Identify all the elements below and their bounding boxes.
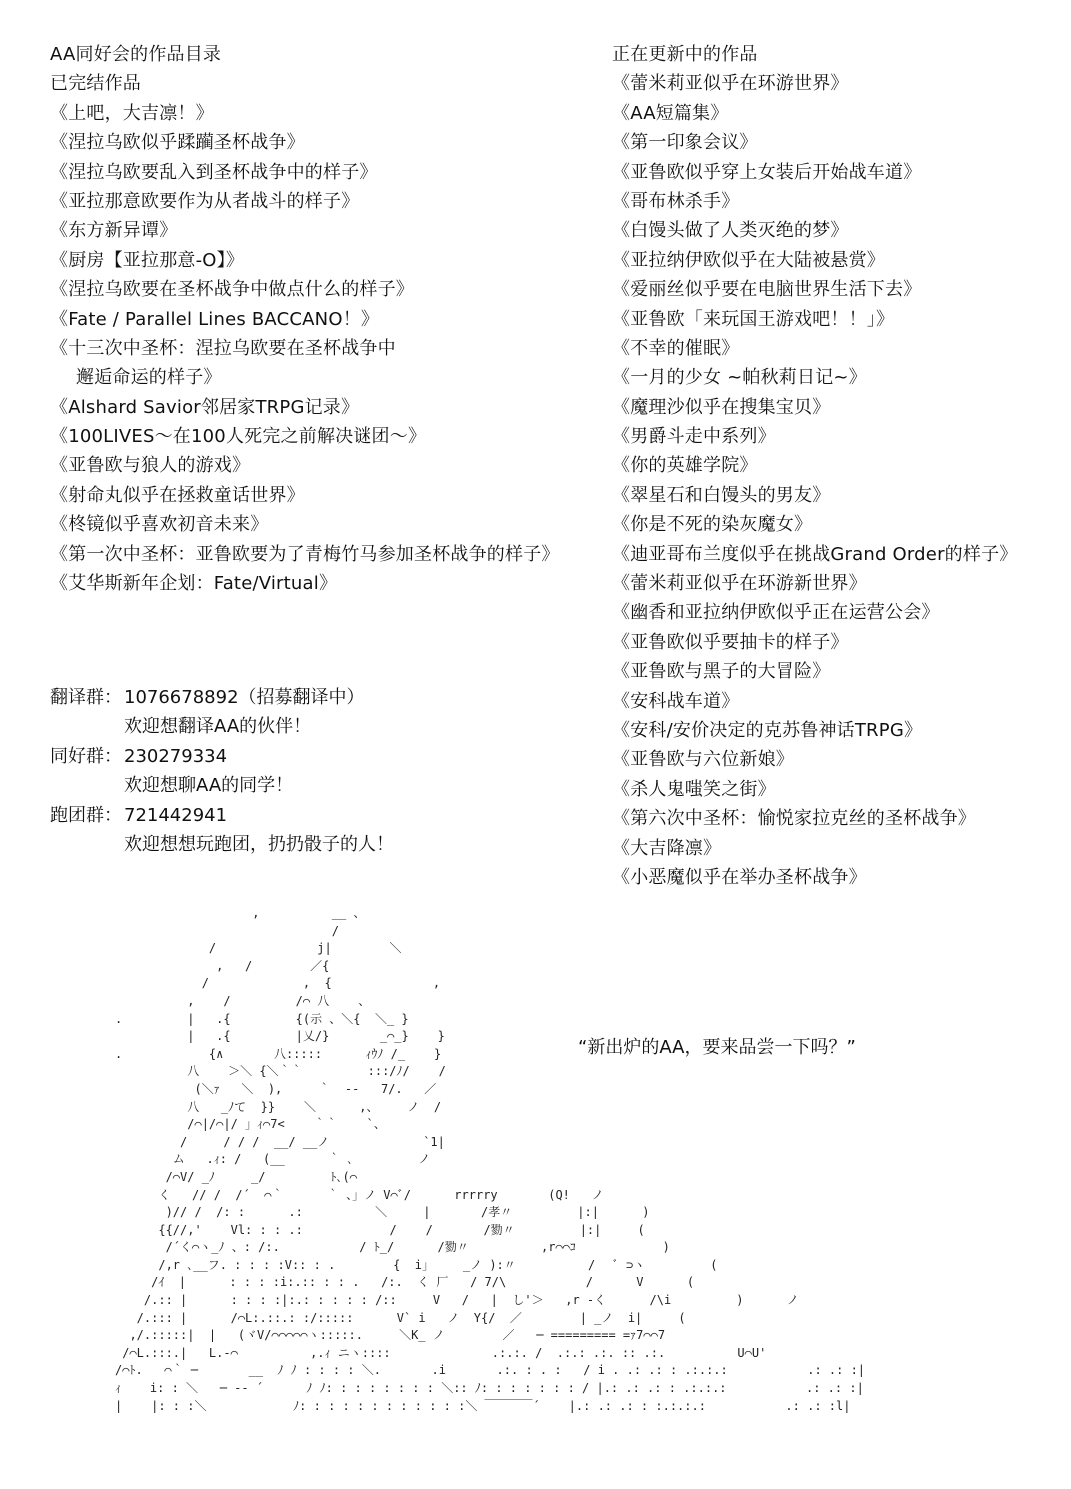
fan-group-number: 230279334 <box>124 745 228 767</box>
work-item: 《涅拉乌欧要在圣杯战争中做点什么的样子》 <box>50 279 414 301</box>
group-info <box>50 683 570 859</box>
trpg-group-note: 欢迎想想玩跑团，扔扔骰子的人！ <box>124 833 394 855</box>
catalog-heading: AA同好会的作品目录 <box>50 44 222 65</box>
work-item: 《Alshard Savior邻居家TRPG记录》 <box>50 396 360 418</box>
ongoing-heading: 正在更新中的作品 <box>612 44 758 65</box>
work-item: 《迪亚哥布兰度似乎在挑战Grand Order的样子》 <box>612 543 1018 565</box>
work-item: 《涅拉乌欧要乱入到圣杯战争中的样子》 <box>50 161 378 183</box>
work-item: 《你的英雄学院》 <box>612 455 758 477</box>
work-item: 《厨房【亚拉那意-O】》 <box>50 249 245 271</box>
work-item: 《一月的少女 ~帕秋莉日记~》 <box>612 367 867 389</box>
work-item: 《亚鲁欧与狼人的游戏》 <box>50 455 251 477</box>
completed-label: 已完结作品 <box>50 73 141 95</box>
work-item: 《小恶魔似乎在举办圣杯战争》 <box>612 866 867 888</box>
ascii-art-illustration: , __ 、 / / j| ＼ , / ／{ / , { , , / /⌒ 八 、 . | .{ {(示 、＼{ ＼_ } | .{ |乂/} _⌒_} } . {∧ 八::::: ｨｳﾉ /_ } 八 ＞＼ {＼｀｀ :::/ﾉ/ / (＼ｧ ＼ ), ｀ ‐‐ 7/. ／ 八 _ﾉて }} ＼ ,、 ノ / /⌒|/⌒|/ 」ｨ⌒7< ｀｀ `、 / / / / __/ __ノ `1| ム .ｨ: / (__ ｀ ､ ノ /⌒V/ _ﾉ _/ ﾄ､(⌒ く // / /´ ⌒｀ ｀ 、」ノ V⌒ﾞ/ rrrrry (Q! ノ )// / /: : .: ＼ | /孝〃 |:| ) {{//,' Vl: : : .: / / /勠〃 |:| ( /´く⌒ヽ_ﾉ 、: /:. / ﾄ_/ /勠〃 ,r⌒⌒ｺ ) /,r ､__フ. : : : :V:: : . { i」 _ノ ):〃 / ﾞ ⊃ヽ ( /ｲ | : : : :i:.:: : : . /:. く 厂 / 7/\ / V ( /.:: | : : : :|:.: : : : : /:: V / | し'＞ ,r ‐く /\i ) ノ /.::: | /⌒L:.::.: :/::::: V` i ノ Y{/ ／ | _ノ i| ( ,/.:::::| | (ヾV/⌒⌒⌒⌒⌒ヽ:::::. ＼K_ ノ ／ ─ ========= =ｧ7⌒⌒7 /⌒L.:::.| L.‐⌒ ,.ｨ ニヽ:::: .:.:. / .:.: .:. :: .:. U⌒U' /⌒ﾄ. ⌒｀ ─ __ ﾉ ﾉ : : : : ＼. .i .:. : . : / i . .: .: : .:.:.: .: .: :| ｨ i: : ＼ ─ ‐‐ ´ ﾉ ﾉ: : : : : : : : ＼:: ﾉ: : : : : : : / |.: .: .: : .:.:.: .: .: :| | |: : :＼ ﾉ: : : : : : : : : : : :＼ ￣￣￣￣´ |.: .: .: : :.:.:.: .: .: :l| <box>115 906 866 1413</box>
work-item-continued: 邂逅命运的样子》 <box>76 367 222 389</box>
work-item: 《白馒头做了人类灭绝的梦》 <box>612 220 849 242</box>
work-item: 《安科战车道》 <box>612 690 740 712</box>
work-item: 《哥布林杀手》 <box>612 190 740 212</box>
work-item: 《亚鲁欧似乎穿上女装后开始战车道》 <box>612 161 922 183</box>
work-item: 《亚拉纳伊欧似乎在大陆被悬赏》 <box>612 249 885 271</box>
work-item: 《翠星石和白馒头的男友》 <box>612 484 831 506</box>
fan-group-row <box>50 742 570 771</box>
trpg-group-number: 721442941 <box>124 804 228 826</box>
fan-group-label: 同好群： <box>50 745 122 767</box>
work-item: 《十三次中圣杯：涅拉乌欧要在圣杯战争中 <box>50 337 396 359</box>
work-item: 《安科/安价决定的克苏鲁神话TRPG》 <box>612 719 923 741</box>
work-item: 《蕾米莉亚似乎在环游世界》 <box>612 73 849 95</box>
work-item: 《蕾米莉亚似乎在环游新世界》 <box>612 573 867 595</box>
fan-group-note: 欢迎想聊AA的同学！ <box>124 775 294 797</box>
work-item: 《柊镜似乎喜欢初音未来》 <box>50 514 269 536</box>
work-item: 《亚鲁欧「来玩国王游戏吧！！」》 <box>612 308 895 330</box>
work-item: 《上吧，大吉凛！》 <box>50 102 214 124</box>
work-item: 《东方新异谭》 <box>50 220 178 242</box>
work-item: 《幽香和亚拉纳伊欧似乎正在运营公会》 <box>612 602 940 624</box>
work-item: 《射命丸似乎在拯救童话世界》 <box>50 484 305 506</box>
translate-group-note: 欢迎想翻译AA的伙伴！ <box>124 716 312 738</box>
work-item: 《艾华斯新年企划：Fate/Virtual》 <box>50 573 338 595</box>
work-item: 《亚鲁欧与六位新娘》 <box>612 749 794 771</box>
translate-group-number: 1076678892（招募翻译中） <box>124 687 365 708</box>
work-item: 《第六次中圣杯：愉悦家拉克丝的圣杯战争》 <box>612 808 976 830</box>
work-item: 《亚鲁欧与黑子的大冒险》 <box>612 661 831 683</box>
translate-group-label: 翻译群： <box>50 687 122 708</box>
work-item: 《亚鲁欧似乎要抽卡的样子》 <box>612 631 849 653</box>
work-item: 《Fate / Parallel Lines BACCANO！》 <box>50 308 380 330</box>
work-item: 《AA短篇集》 <box>612 102 729 124</box>
speech-bubble-text: “新出炉的AA，要来品尝一下吗？” <box>578 1037 856 1058</box>
work-item: 《不幸的催眠》 <box>612 337 740 359</box>
trpg-group-row <box>50 801 570 830</box>
work-item: 《亚拉那意欧要作为从者战斗的样子》 <box>50 190 360 212</box>
ongoing-works-column <box>612 40 1062 892</box>
work-item: 《你是不死的染灰魔女》 <box>612 514 813 536</box>
work-item: 《男爵斗走中系列》 <box>612 426 776 448</box>
work-item: 《爱丽丝似乎要在电脑世界生活下去》 <box>612 279 922 301</box>
work-item: 《第一次中圣杯：亚鲁欧要为了青梅竹马参加圣杯战争的样子》 <box>50 543 560 565</box>
work-item: 《大吉降凛》 <box>612 837 722 859</box>
work-item: 《涅拉乌欧似乎蹂躏圣杯战争》 <box>50 132 305 154</box>
work-item: 《魔理沙似乎在搜集宝贝》 <box>612 396 831 418</box>
work-item: 《第一印象会议》 <box>612 132 758 154</box>
work-item: 《杀人鬼嗤笑之街》 <box>612 778 776 800</box>
completed-works-column <box>50 40 590 598</box>
trpg-group-label: 跑团群： <box>50 804 122 826</box>
work-item: 《100LIVES～在100人死完之前解决谜团～》 <box>50 426 427 448</box>
translate-group-row <box>50 683 570 712</box>
